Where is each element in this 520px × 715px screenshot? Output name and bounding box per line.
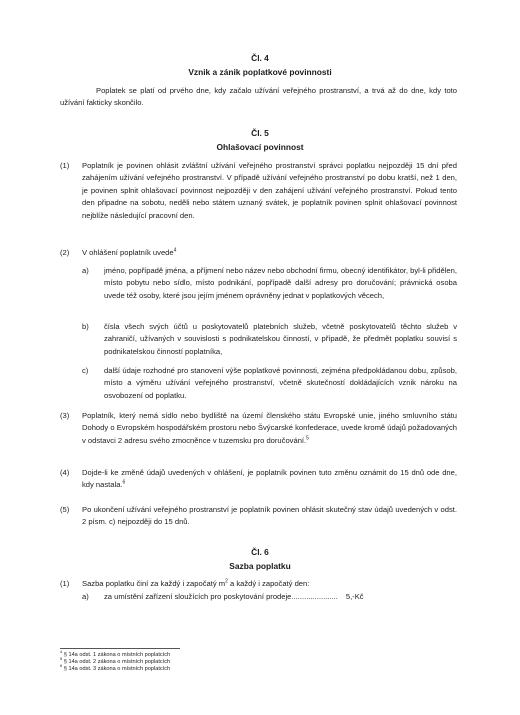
paragraph-text: Dojde-li ke změně údajů uvedených v ohlášení, je poplatník povinen tuto změnu oznámit do 15 dnů ode dne, kdy nastala.$^6$ xyxy=(82,468,457,490)
leader-dots: ...................... xyxy=(291,592,338,601)
paragraph-number: (1) xyxy=(60,579,70,588)
article-6-title: Sazba poplatku xyxy=(229,561,291,571)
rate-item xyxy=(104,591,457,603)
article-6-number: Čl. 6 xyxy=(251,547,269,557)
paragraph-text: Poplatník je povinen ohlásit zvláštní užívání veřejného prostranství správci poplatku nejpozději 15 dní před zahájením užívání veřejného prostranství. V případě užívání veřejného prostranství po dobu kratší, než 1 den, je povinen splnit ohlašovací povinnost nejpozději v den zahájení užívání veřejného prostranství. Pokud tento den připadne na sobotu, neděli nebo státem uznaný svátek, je poplatník povinen splnit ohlašovací povinnost nejblíže následující pracovní den. xyxy=(82,161,457,220)
article-4-title: Vznik a zánik poplatkové povinnosti xyxy=(188,67,332,77)
paragraph-text: V ohlášení poplatník uvede$^4$ xyxy=(82,247,177,257)
footnote: $^5$ § 14a odst. 2 zákona o místních poplatcích xyxy=(60,656,171,665)
footnote-separator xyxy=(60,648,180,649)
article-4-number: Čl. 4 xyxy=(251,53,269,63)
rate-amount: 5,-Kč xyxy=(345,592,364,601)
rate-item-text: za umístění zařízení sloužících pro poskytování prodeje xyxy=(104,592,292,601)
paragraph-text: Poplatník, který nemá sídlo nebo bydliště na území členského státu Evropské unie, jiného smluvního státu Dohody o Evropském hospodářském prostoru nebo Švýcarské konfederace, uvede kromě údajů požadovaných v odstavci 2 adresu svého zmocněnce v tuzemsku pro doručování.$^5$ xyxy=(82,411,457,445)
list-item-text: další údaje rozhodné pro stanovení výše poplatkové povinnosti, zejména předpokládanou dobu, způsob, místo a výměru užívání veřejného prostranství, včetně skutečností dokládajících vznik nároku na osvobození od poplatku. xyxy=(104,366,457,400)
footnote: $^4$ § 14a odst. 1 zákona o místních poplatcích xyxy=(60,649,171,658)
paragraph-number: (3) xyxy=(60,411,70,420)
article-5-title: Ohlašovací povinnost xyxy=(216,142,304,152)
article-4-text: Poplatek se platí od prvého dne, kdy začalo užívání veřejného prostranství, a trvá až do dne, kdy toto užívání fakticky skončilo. xyxy=(60,86,457,108)
list-item-label: a) xyxy=(82,592,89,601)
paragraph-number: (4) xyxy=(60,468,70,477)
list-item-label: a) xyxy=(82,266,89,275)
paragraph-number: (2) xyxy=(60,248,70,257)
paragraph-number: (1) xyxy=(60,161,70,170)
list-item-text: čísla všech svých účtů u poskytovatelů platebních služeb, včetně poskytovatelů těchto služeb v zahraničí, užívaných v souvislosti s podnikatelskou činností, v případě, že předmět poplatku souvisí s podnikatelskou činností poplatníka, xyxy=(104,322,457,356)
paragraph-text: Sazba poplatku činí za každý i započatý $m^2$ a každý i započatý den: xyxy=(82,578,310,588)
footnote: $^6$ § 14a odst. 3 zákona o místních poplatcích xyxy=(60,663,171,672)
footnote-ref: 5 xyxy=(306,435,309,442)
superscript: 2 xyxy=(225,578,228,585)
list-item-label: c) xyxy=(82,366,89,375)
footnote-ref: 4 xyxy=(173,247,177,254)
list-item-label: b) xyxy=(82,322,89,331)
footnote-ref: 6 xyxy=(122,479,126,486)
article-5-number: Čl. 5 xyxy=(251,128,269,138)
paragraph-text: Po ukončení užívání veřejného prostranství je poplatník povinen ohlásit skutečný stav údajů uvedených v odst. 2 písm. c) nejpozději do 15 dnů. xyxy=(82,505,457,527)
paragraph-number: (5) xyxy=(60,505,70,514)
list-item-text: jméno, popřípadě jména, a příjmení nebo název nebo obchodní firmu, obecný identifikátor, byl-li přidělen, místo pobytu nebo sídlo, místo podnikání, popřípadě další adresy pro doručování; právnická osoba uvede též osoby, které jsou jejím jménem oprávněny jednat v poplatkových věcech, xyxy=(104,266,457,300)
